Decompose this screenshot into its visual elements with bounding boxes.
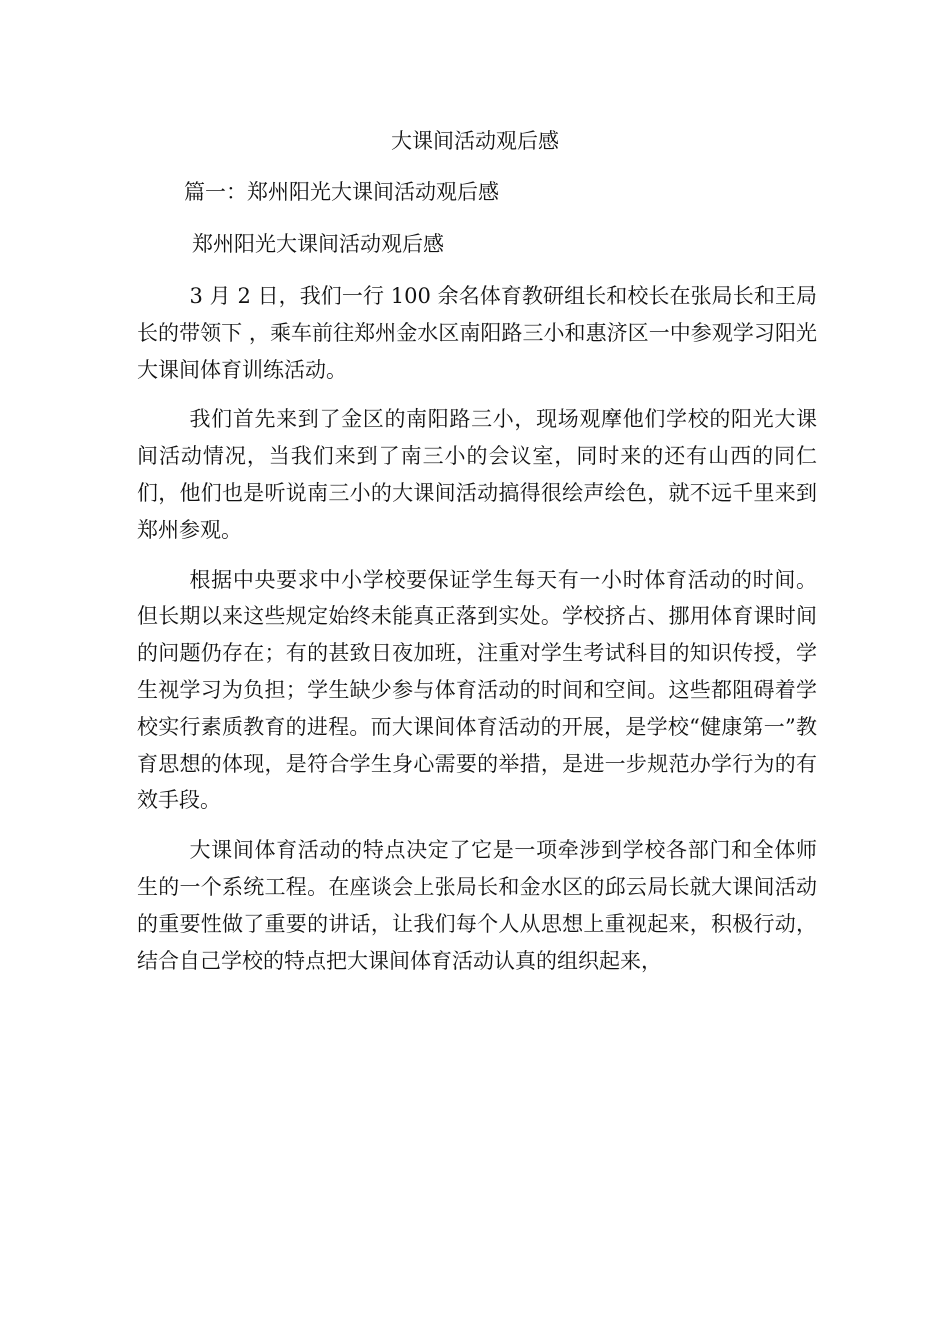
paragraph: 3 月 2 日，我们一行 100 余名体育教研组长和校长在张局长和王局长的带领下 ，乘车前往郑州金水区南阳路三小和惠济区一中参观学习阳光大课间体育训练活动。 xyxy=(137,284,817,382)
sub-heading: 郑州阳光大课间活动观后感 xyxy=(192,232,444,256)
paragraph: 大课间体育活动的特点决定了它是一项牵涉到学校各部门和全体师生的一个系统工程。在座谈会上张局长和金水区的邱云局长就大课间活动的重要性做了重要的讲话，让我们每个人从思想上重视起来，积极行动，结合自己学校的特点把大课间体育活动认真的组织起来， xyxy=(137,838,817,973)
paragraph: 根据中央要求中小学校要保证学生每天有一小时体育活动的时间。但长期以来这些规定始终未能真正落到实处。学校挤占、挪用体育课时间的问题仍存在；有的甚致日夜加班，注重对学生考试科目的知识传授，学生视学习为负担；学生缺少参与体育活动的时间和空间。这些都阻碍着学校实行素质教育的进程。而大课间体育活动的开展，是学校“健康第一”教育思想的体现，是符合学生身心需要的举措，是进一步规范办学行为的有效手段。 xyxy=(137,567,817,813)
paragraph: 我们首先来到了金区的南阳路三小，现场观摩他们学校的阳光大课间活动情况，当我们来到了南三小的会议室，同时来的还有山西的同仁们，他们也是听说南三小的大课间活动搞得很绘声绘色，就不远千里来到郑州参观。 xyxy=(137,407,817,542)
document-body xyxy=(137,278,817,992)
document-title: 大课间活动观后感 xyxy=(391,129,559,153)
section-heading: 篇一：郑州阳光大课间活动观后感 xyxy=(184,180,499,204)
